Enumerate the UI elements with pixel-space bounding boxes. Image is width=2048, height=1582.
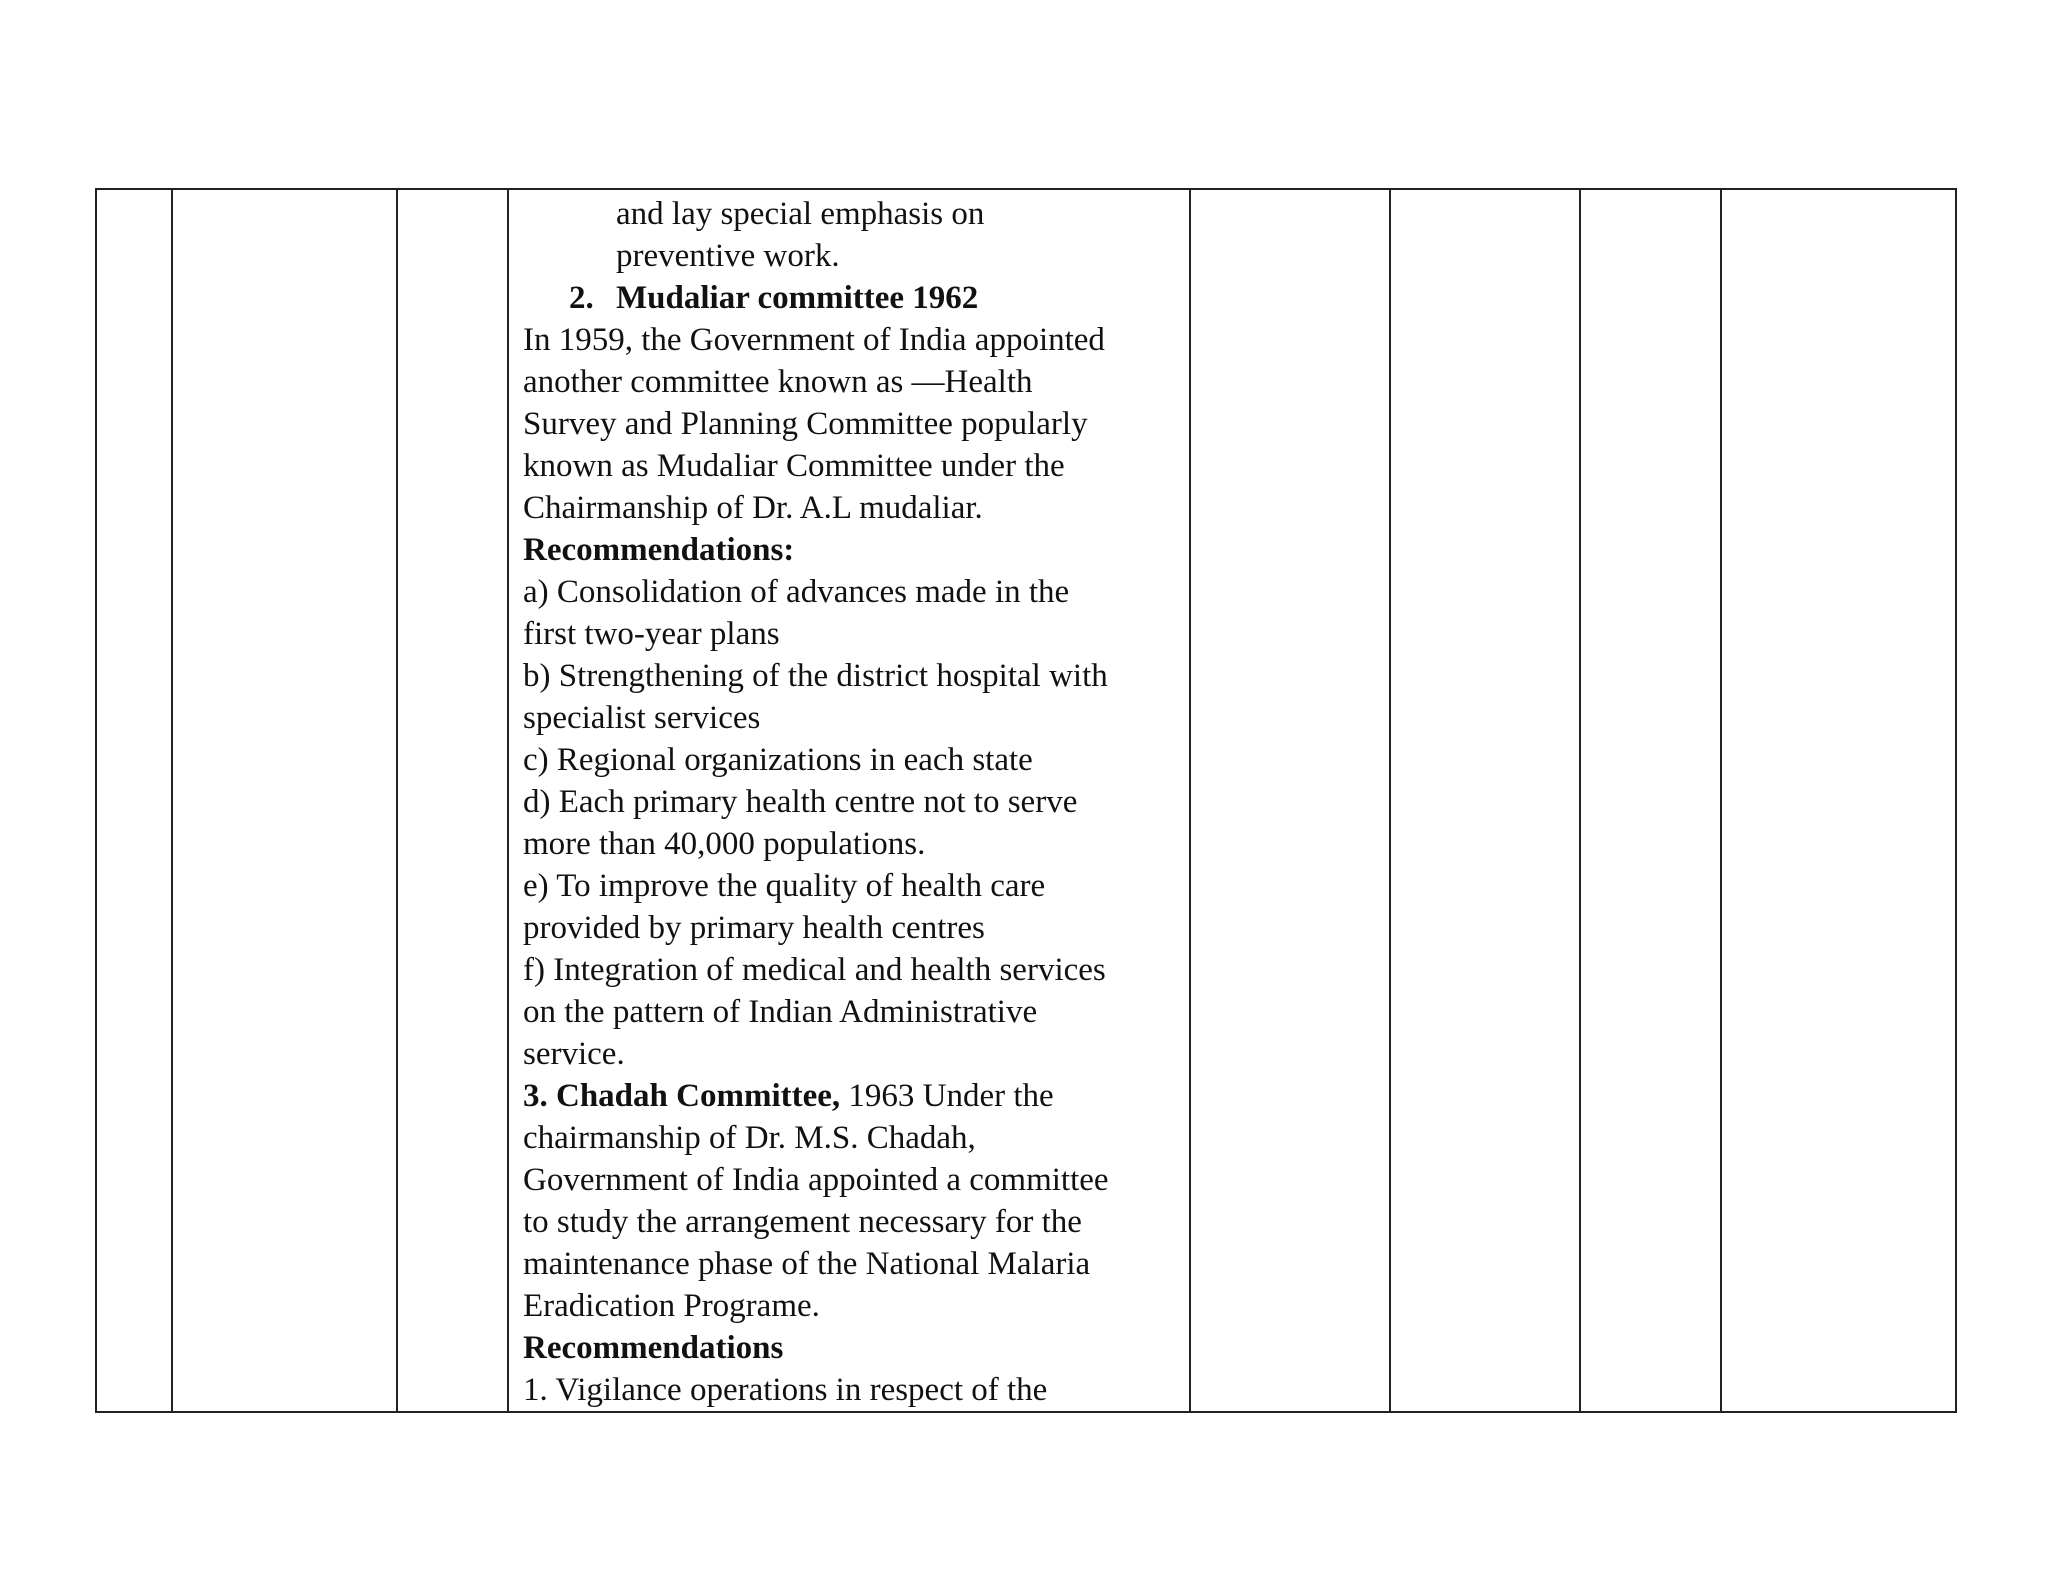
text-line: first two-year plans xyxy=(523,616,780,652)
text-line: Survey and Planning Committee popularly xyxy=(523,406,1088,442)
text-line: provided by primary health centres xyxy=(523,910,985,946)
section-title-rest: 1963 Under the xyxy=(840,1078,1054,1114)
section-title: Mudaliar committee 1962 xyxy=(616,280,979,316)
text-line: another committee known as —Health xyxy=(523,364,1033,400)
text-line: preventive work. xyxy=(616,238,840,274)
text-line: chairmanship of Dr. M.S. Chadah, xyxy=(523,1120,976,1156)
text-line: on the pattern of Indian Administrative xyxy=(523,994,1038,1030)
section-title: 3. Chadah Committee, xyxy=(523,1078,841,1114)
text-line: to study the arrangement necessary for the xyxy=(523,1204,1082,1240)
recommendations-heading: Recommendations xyxy=(523,1330,784,1366)
text-line: specialist services xyxy=(523,700,761,736)
document-table xyxy=(95,188,1957,1413)
empty-cell-3 xyxy=(397,189,508,1412)
section-number: 2. xyxy=(569,280,594,316)
text-line: e) To improve the quality of health care xyxy=(523,868,1046,904)
text-line: and lay special emphasis on xyxy=(616,196,985,232)
empty-cell-2 xyxy=(172,189,397,1412)
text-line: f) Integration of medical and health services xyxy=(523,952,1106,988)
text-line: service. xyxy=(523,1036,625,1072)
text-line: In 1959, the Government of India appointed xyxy=(523,322,1105,358)
text-line: a) Consolidation of advances made in the xyxy=(523,574,1070,610)
empty-cell-8 xyxy=(1721,189,1956,1412)
text-line: more than 40,000 populations. xyxy=(523,826,926,862)
text-line: Chairmanship of Dr. A.L mudaliar. xyxy=(523,490,983,526)
text-line: d) Each primary health centre not to serve xyxy=(523,784,1078,820)
recommendations-heading: Recommendations: xyxy=(523,532,795,568)
text-line: Government of India appointed a committee xyxy=(523,1162,1109,1198)
text-line: b) Strengthening of the district hospital with xyxy=(523,658,1108,694)
text-line: 1. Vigilance operations in respect of the xyxy=(523,1372,1048,1408)
table-row xyxy=(96,189,1956,1412)
text-line: known as Mudaliar Committee under the xyxy=(523,448,1065,484)
text-line: c) Regional organizations in each state xyxy=(523,742,1033,778)
empty-cell-6 xyxy=(1390,189,1580,1412)
cell-text xyxy=(509,190,1189,1411)
text-line: maintenance phase of the National Malaria xyxy=(523,1246,1091,1282)
empty-cell-7 xyxy=(1580,189,1721,1412)
empty-cell-1 xyxy=(96,189,172,1412)
text-line: Eradication Programe. xyxy=(523,1288,820,1324)
content-cell xyxy=(508,189,1190,1412)
section-heading-mudaliar xyxy=(523,277,1171,319)
section-heading-chadah xyxy=(523,1075,1171,1117)
empty-cell-5 xyxy=(1190,189,1390,1412)
